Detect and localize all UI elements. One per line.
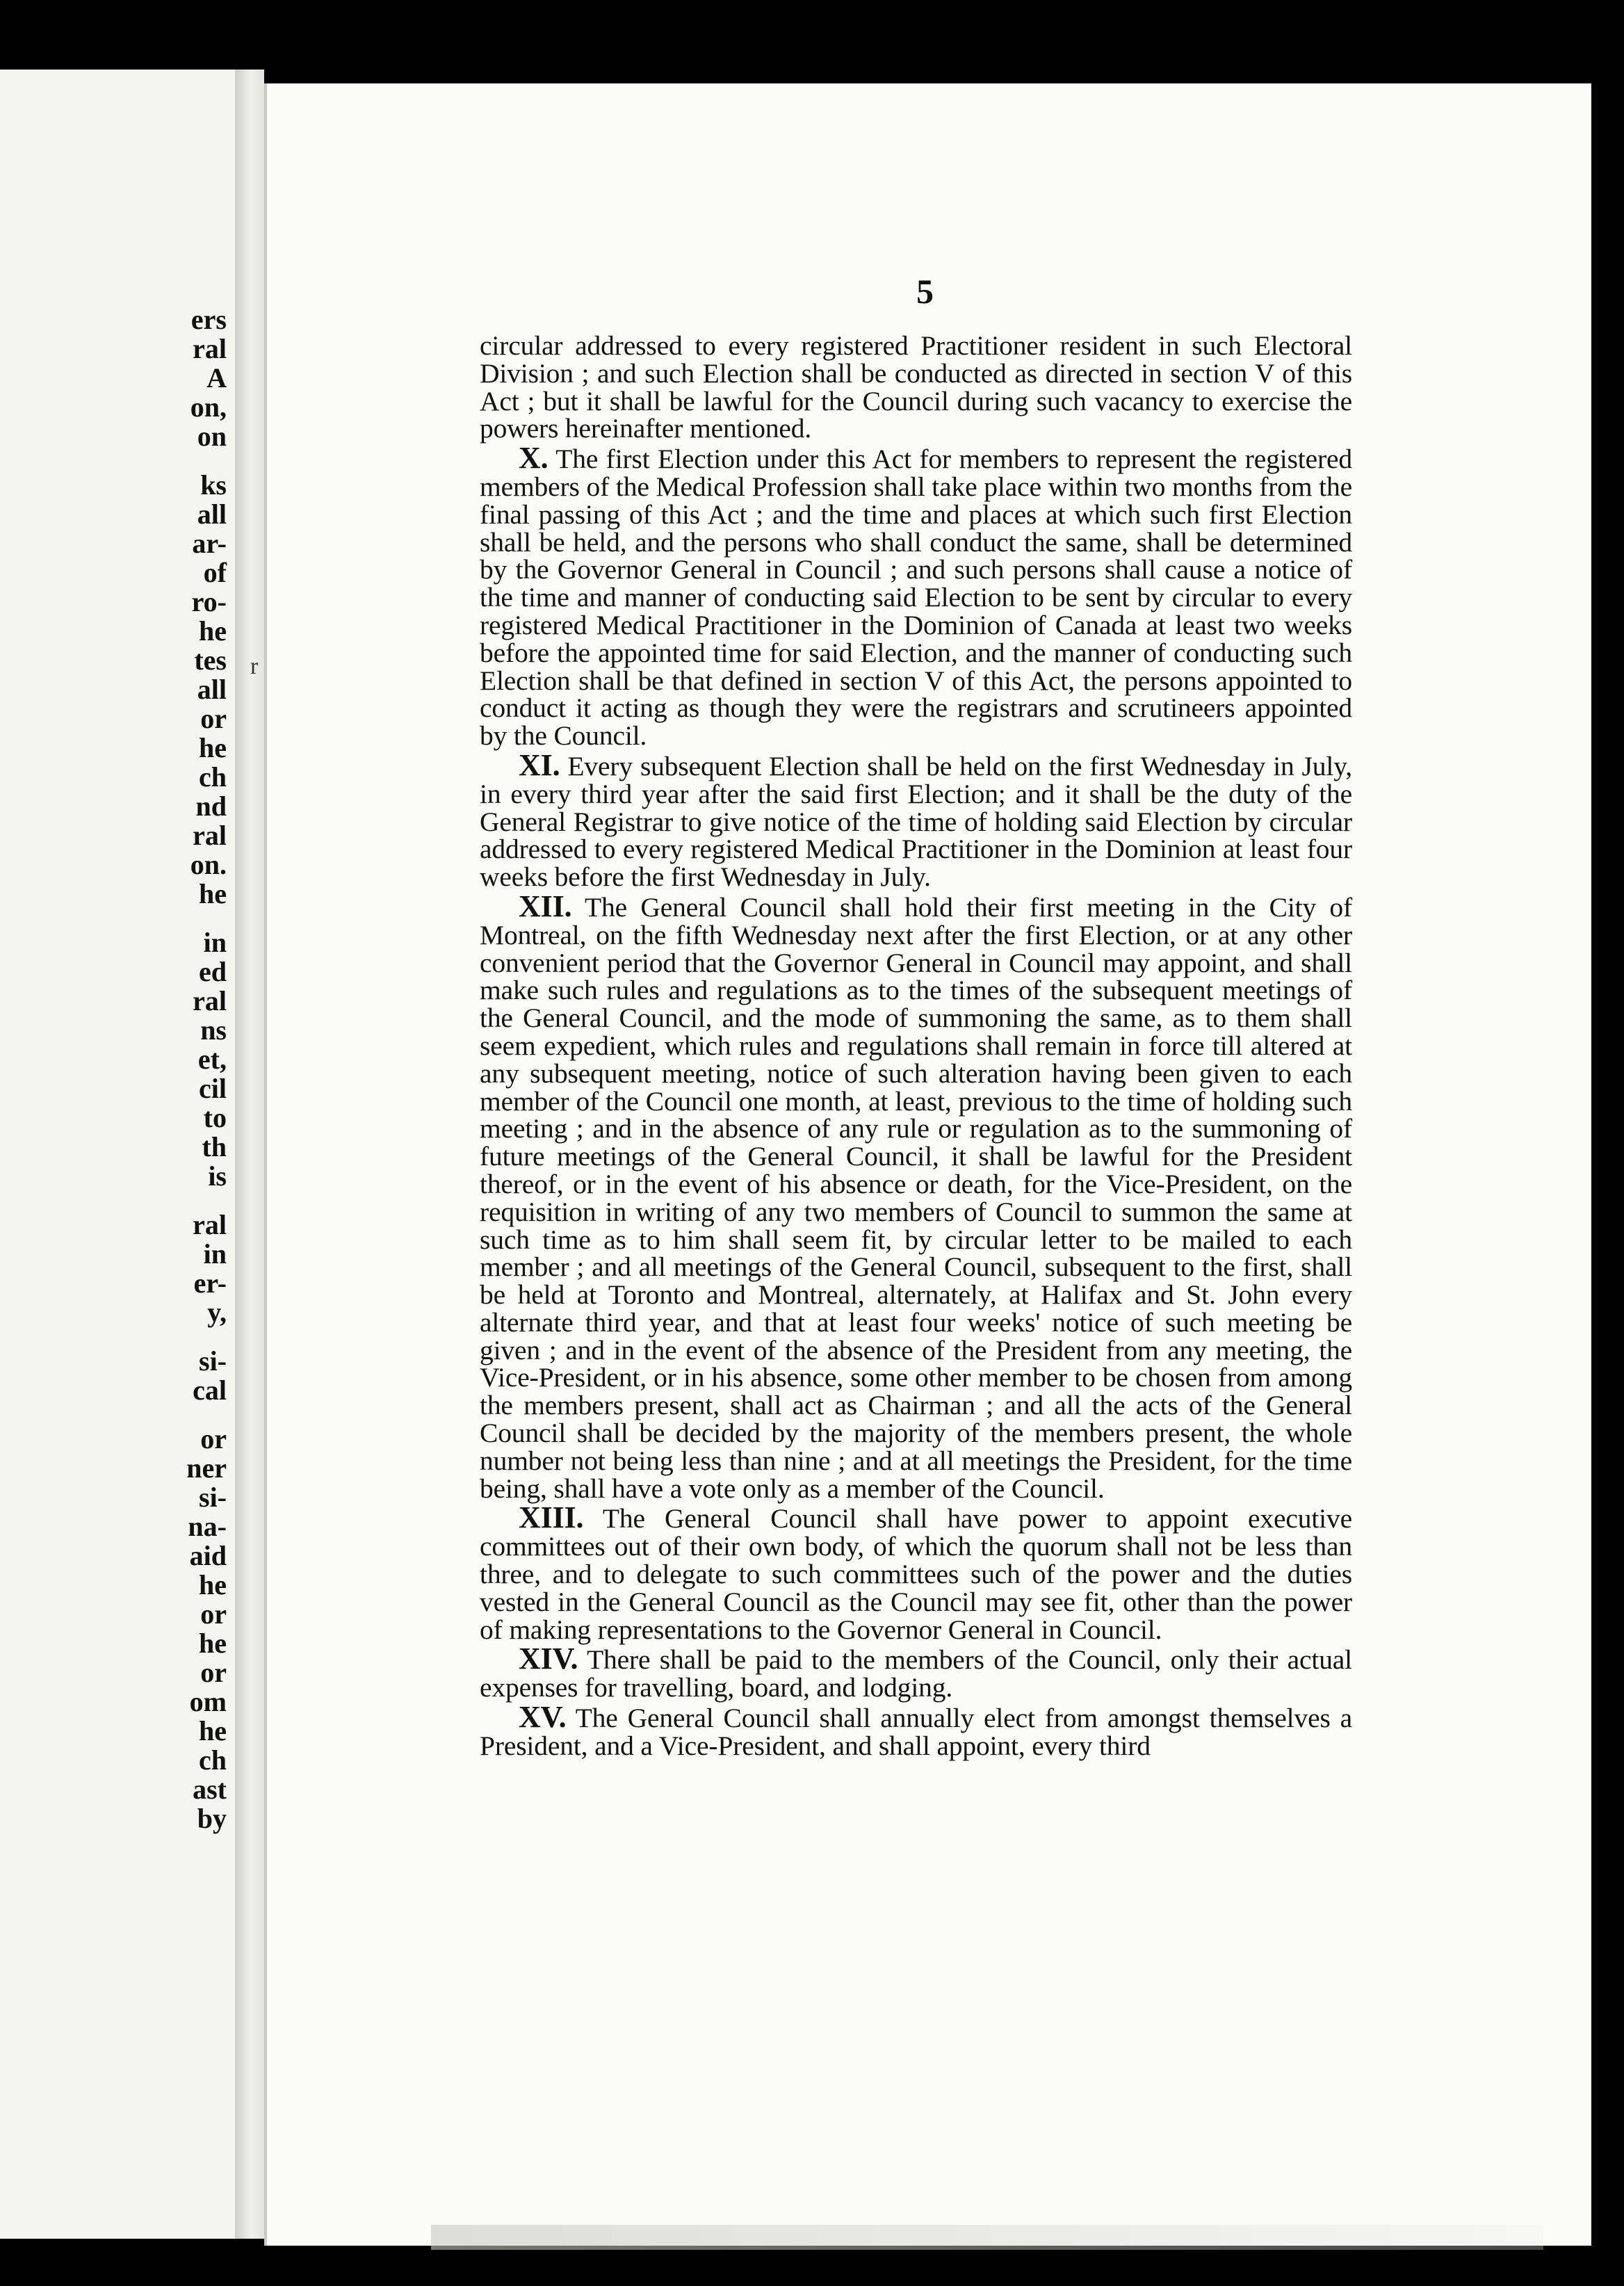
facing-line-fragment: is: [208, 1160, 227, 1192]
facing-line-fragment: all: [197, 498, 227, 530]
facing-line-fragment: ral: [193, 820, 227, 851]
facing-line-fragment: by: [197, 1803, 227, 1834]
facing-line-fragment: ar-: [192, 528, 227, 559]
facing-line-fragment: he: [199, 1715, 227, 1746]
section-paragraph: [480, 889, 1353, 1504]
section-numeral: XIII.: [519, 1500, 584, 1535]
facing-line-fragment: on,: [190, 391, 227, 423]
facing-line-fragment: ner: [186, 1452, 227, 1484]
section-text: circular addressed to every registered Practitioner resident in such Electoral Division ; and such Election shall be conducted as directed in section V of this Act ; but it shall be lawful for the Council during such vacancy to exercise the powers hereinafter mentioned.: [480, 330, 1352, 444]
facing-line-fragment: aid: [189, 1540, 227, 1571]
facing-line-fragment: ast: [193, 1774, 227, 1805]
facing-line-fragment: to: [203, 1102, 227, 1133]
page-number: 5: [916, 272, 934, 311]
facing-line-fragment: on: [197, 421, 227, 452]
facing-page-fragment: [0, 70, 237, 2239]
facing-line-fragment: ks: [200, 469, 227, 501]
facing-line-fragment: er-: [193, 1267, 227, 1299]
facing-line-fragment: on.: [190, 849, 227, 880]
gutter-mark: r: [250, 654, 259, 679]
facing-line-fragment: th: [202, 1131, 227, 1162]
section-text: There shall be paid to the members of the Council, only their actual expenses for travelling, board, and lodging.: [480, 1644, 1352, 1703]
facing-line-fragment: or: [200, 1598, 227, 1630]
facing-line-fragment: A: [206, 362, 227, 394]
facing-line-fragment: in: [203, 1238, 227, 1270]
facing-line-fragment: ral: [193, 333, 227, 364]
section-paragraph: [480, 1500, 1352, 1645]
facing-line-fragment: nd: [195, 791, 227, 822]
facing-line-fragment: si-: [199, 1482, 227, 1513]
facing-line-fragment: ed: [199, 956, 227, 987]
section-paragraph: [480, 332, 1352, 443]
section-text: The General Council shall hold their first meeting in the City of Montreal, on the fifth Wednesday next after the first Election, or at any other convenient period that the Governor General in Council may appoint, and shall make such rules and regulations as to the times of the subsequent meetings of the General Council, and the mode of summoning the same, as to them shall seem expedient, which rules and regulations shall remain in force till altered at any subsequent meeting, notice of such alteration having been given to each member of the Council one month, at least, previous to the time of holding such meeting ; and in the absence of any rule or regulation as to the summoning of future meetings of the General Council, it shall be lawful for the President thereof, or in the event of his absence or death, for the Vice-President, on the requisition in writing of any two members of Council to summon the same at such time as to him shall seem fit, by circular letter to be mailed to each member ; and all meetings of the General Council, subsequent to the first, shall be held at Toronto and Montreal, alternately, at Halifax and St. John every alternate third year, and that at least four weeks' notice of such meeting be given ; and in the event of the absence of the President from any meeting, the Vice-President, or in his absence, some other member to be chosen from among the members present, shall act as Chairman ; and all the acts of the General Council shall be decided by the majority of the members present, the whole number not being less than nine ; and at all meetings the President, for the time being, shall have a vote only as a member of the Council.: [480, 891, 1353, 1504]
facing-line-fragment: tes: [194, 645, 227, 676]
facing-line-fragment: na-: [188, 1511, 227, 1542]
section-numeral: XV.: [519, 1700, 567, 1735]
facing-line-fragment: or: [200, 703, 227, 734]
statute-text: [480, 332, 1352, 1760]
facing-line-fragment: in: [203, 927, 227, 958]
section-text: The first Election under this Act for members to represent the registered members of the Medical Profession shall take place within two months from the final passing of this Act ; and the time and places at which such first Election shall be held, and the persons who shall conduct the same, shall be determined by the Governor General in Council ; and such persons shall cause a notice of the time and manner of conducting said Election to be sent by circular to every registered Medical Practitioner in the Dominion of Canada at least two weeks before the appointed time for said Election, and the manner of conducting such Election shall be that defined in section V of this Act, the persons appointed to conduct it acting as though they were the registrars and scrutineers appointed by the Council.: [480, 444, 1352, 752]
section-paragraph: [480, 1641, 1352, 1703]
facing-line-fragment: ro-: [191, 586, 227, 617]
facing-line-fragment: all: [197, 674, 227, 705]
facing-line-fragment: cal: [193, 1375, 227, 1406]
facing-line-fragment: he: [199, 1569, 227, 1600]
facing-line-fragment: of: [203, 557, 227, 588]
section-numeral: X.: [519, 441, 549, 476]
section-paragraph: [480, 747, 1352, 893]
page-bottom-edge: [431, 2225, 1543, 2250]
facing-line-fragment: ers: [190, 304, 227, 335]
facing-line-fragment: he: [199, 878, 227, 909]
facing-line-fragment: ral: [193, 985, 227, 1016]
facing-line-fragment: or: [200, 1657, 227, 1688]
book-gutter: [235, 70, 264, 2239]
section-text: The General Council shall annually elect from amongst themselves a President, and a Vice-President, and shall appoint, every third: [480, 1703, 1352, 1761]
section-paragraph: [480, 441, 1352, 752]
facing-line-fragment: he: [199, 615, 227, 647]
facing-line-fragment: y,: [207, 1297, 227, 1328]
facing-line-fragment: he: [199, 732, 227, 763]
section-paragraph: [480, 1700, 1352, 1761]
section-text: The General Council shall have power to appoint executive committees out of their own body, of which the quorum shall not be less than three, and to delegate to such committees such of the power and the duties vested in the General Council as the Council may see fit, other than the power of making representations to the Governor General in Council.: [480, 1503, 1352, 1645]
facing-line-fragment: he: [199, 1628, 227, 1659]
facing-line-fragment: or: [200, 1423, 227, 1454]
facing-line-fragment: ral: [193, 1209, 227, 1240]
facing-line-fragment: om: [189, 1686, 227, 1717]
facing-line-fragment: ch: [199, 1744, 227, 1776]
facing-line-fragment: ch: [199, 761, 227, 793]
facing-line-fragment: si-: [199, 1345, 227, 1377]
section-numeral: XI.: [519, 747, 560, 782]
section-numeral: XII.: [519, 889, 572, 923]
section-numeral: XIV.: [519, 1641, 578, 1676]
section-text: Every subsequent Election shall be held on the first Wednesday in July, in every third year after the said first Election; and it shall be the duty of the General Registrar to give notice of the time of holding said Election by circular addressed to every registered Medical Practitioner in the Dominion at least four weeks before the first Wednesday in July.: [480, 750, 1352, 893]
facing-line-fragment: cil: [199, 1073, 227, 1104]
facing-line-fragment: ns: [200, 1014, 227, 1046]
facing-line-fragment: et,: [197, 1044, 227, 1075]
